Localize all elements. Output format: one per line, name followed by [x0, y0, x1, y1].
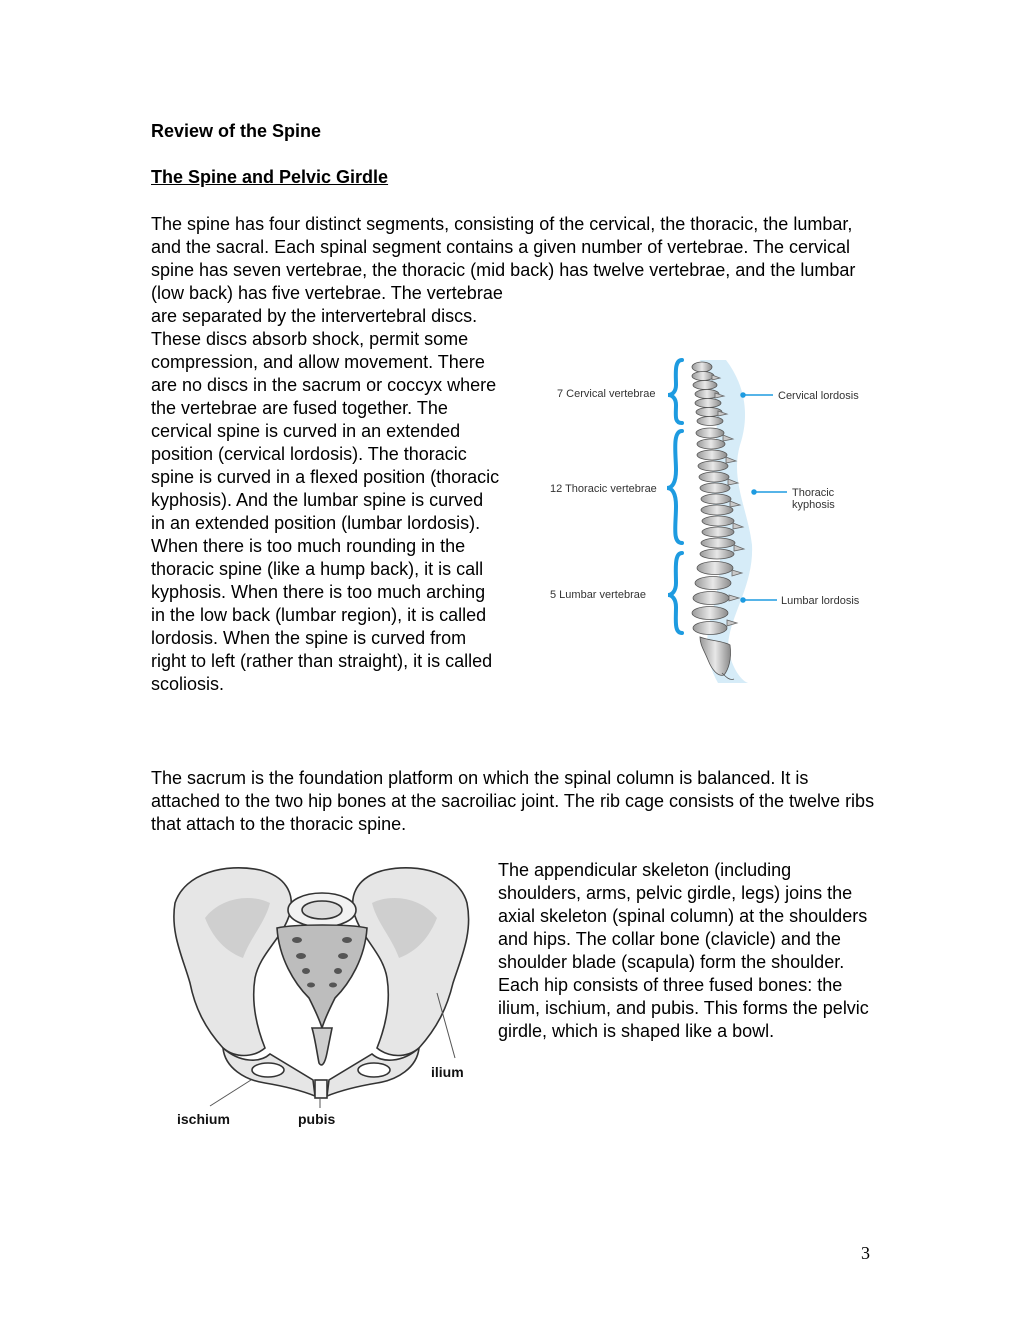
paragraph-discs-curves: are separated by the intervertebral discs. These discs absorb shock, permit some compression, and allow movement. There are no discs in the sacrum or coccyx where the vertebrae are fused together. The cervical spine is curved in an extended position (cervical lordosis). The thoracic spine is curved in a flexed position (thoracic kyphosis). And the lumbar spine is curved in an extended position (lumbar lordosis). When there is too much rounding in the thoracic spine (like a hump back), it is call kyphosis. When there is too much arching in the low back (lumbar region), it is called lordosis. When the spine is curved from right to left (rather than straight), it is called scoliosis. [151, 306, 500, 694]
pelvis-diagram [165, 858, 480, 1138]
pelvic-girdle [174, 868, 469, 1098]
label-thoracic-kyphosis-line1: Thoracic [792, 487, 835, 499]
label-cervical-vertebrae: 7 Cervical vertebrae [557, 388, 656, 400]
spine-diagram [540, 345, 880, 690]
label-ischium: ischium [177, 1111, 230, 1127]
page-number: 3 [861, 1243, 870, 1263]
page-heading: Review of the Spine [151, 121, 322, 141]
label-lumbar-lordosis: Lumbar lordosis [781, 595, 860, 607]
label-lumbar-vertebrae: 5 Lumbar vertebrae [550, 589, 646, 601]
label-cervical-lordosis: Cervical lordosis [778, 390, 859, 402]
label-pubis: pubis [298, 1111, 336, 1127]
segment-braces [667, 360, 682, 633]
paragraph-appendicular-skeleton: The appendicular skeleton (including shoulders, arms, pelvic girdle, legs) joins the axial skeleton (spinal column) at the shoulders and hips. The collar bone (clavicle) and the shoulder blade (scapula) form the shoulder. Each hip consists of three fused bones: the ilium, ischium, and pubis. This forms the pelvic girdle, which is shaped like a bowl. [498, 860, 869, 1041]
label-thoracic-vertebrae: 12 Thoracic vertebrae [550, 483, 657, 495]
label-thoracic-kyphosis-line2: kyphosis [792, 499, 835, 511]
section-subheading: The Spine and Pelvic Girdle [151, 167, 389, 187]
label-ilium: ilium [431, 1064, 464, 1080]
paragraph-sacrum: The sacrum is the foundation platform on which the spinal column is balanced. It is attached to the two hip bones at the sacroiliac joint. The rib cage consists of the twelve ribs that attach to the thoracic spine. [151, 768, 875, 834]
paragraph-spine-segments: The spine has four distinct segments, consisting of the cervical, the thoracic, the lumbar, and the sacral. Each spinal segment contains a given number of vertebrae. The cervical spine has seven vertebrae, the thoracic (mid back) has twelve vertebrae, and the lumbar (low back) has five vertebrae. The vertebrae [151, 214, 856, 303]
